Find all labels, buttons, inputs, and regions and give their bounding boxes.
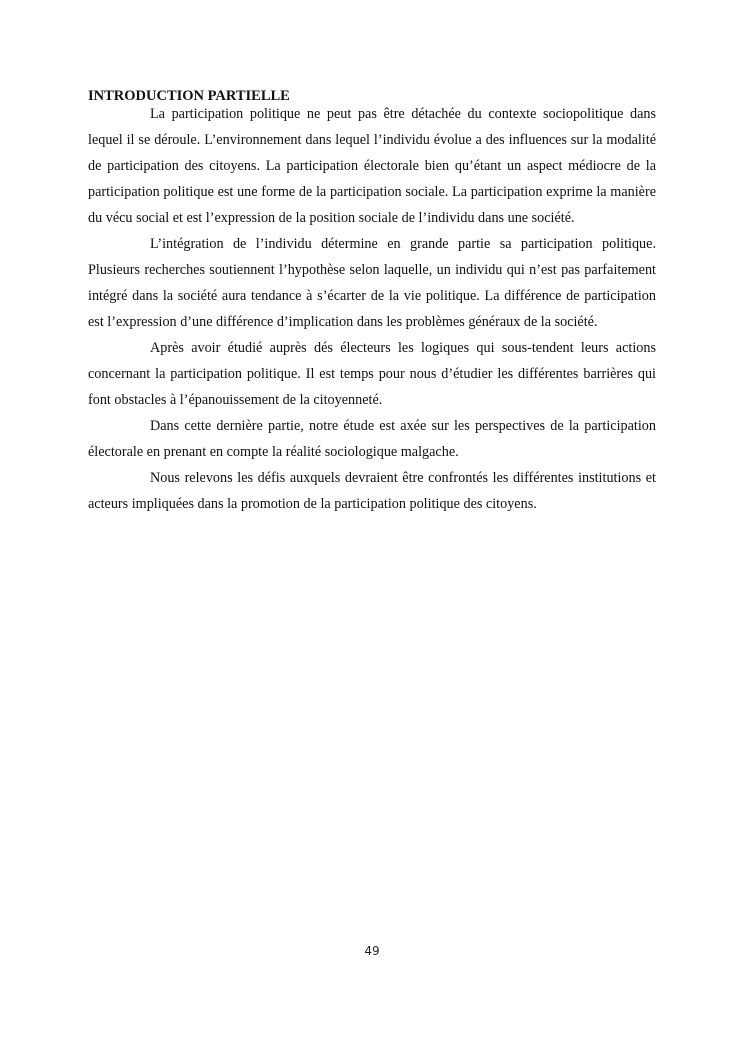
page-number: 49 — [364, 944, 380, 958]
paragraph-5: Nous relevons les défis auxquels devraient être confrontés les différentes institutions et acteurs impliquées dans la promotion de la participation politique des citoyens. — [88, 470, 656, 512]
paragraph-2: L’intégration de l’individu détermine en grande partie sa participation politique. Plusieurs recherches soutiennent l’hypothèse selon laquelle, un individu qui n’est pas parfaitement intégré dans la société aura tendance à s’écarter de la vie politique. La différence de participation est l’expression d’une différence d’implication dans les problèmes généraux de la société. — [88, 236, 656, 330]
paragraph-3: Après avoir étudié auprès dés électeurs les logiques qui sous-tendent leurs actions concernant la participation politique. Il est temps pour nous d’étudier les différentes barrières qui font obstacles à l’épanouissement de la citoyenneté. — [88, 340, 656, 408]
document-body — [88, 86, 656, 517]
paragraph-1: La participation politique ne peut pas être détachée du contexte sociopolitique dans lequel il se déroule. L’environnement dans lequel l’individu évolue a des influences sur la modalité de participation des citoyens. La participation électorale bien qu’étant un aspect médiocre de la participation politique est une forme de la participation sociale. La participation exprime la manière du vécu social et est l’expression de la position sociale de l’individu dans une société. — [88, 106, 656, 226]
section-heading: INTRODUCTION PARTIELLE — [88, 88, 290, 104]
paragraph-4: Dans cette dernière partie, notre étude est axée sur les perspectives de la participation électorale en prenant en compte la réalité sociologique malgache. — [88, 418, 656, 460]
